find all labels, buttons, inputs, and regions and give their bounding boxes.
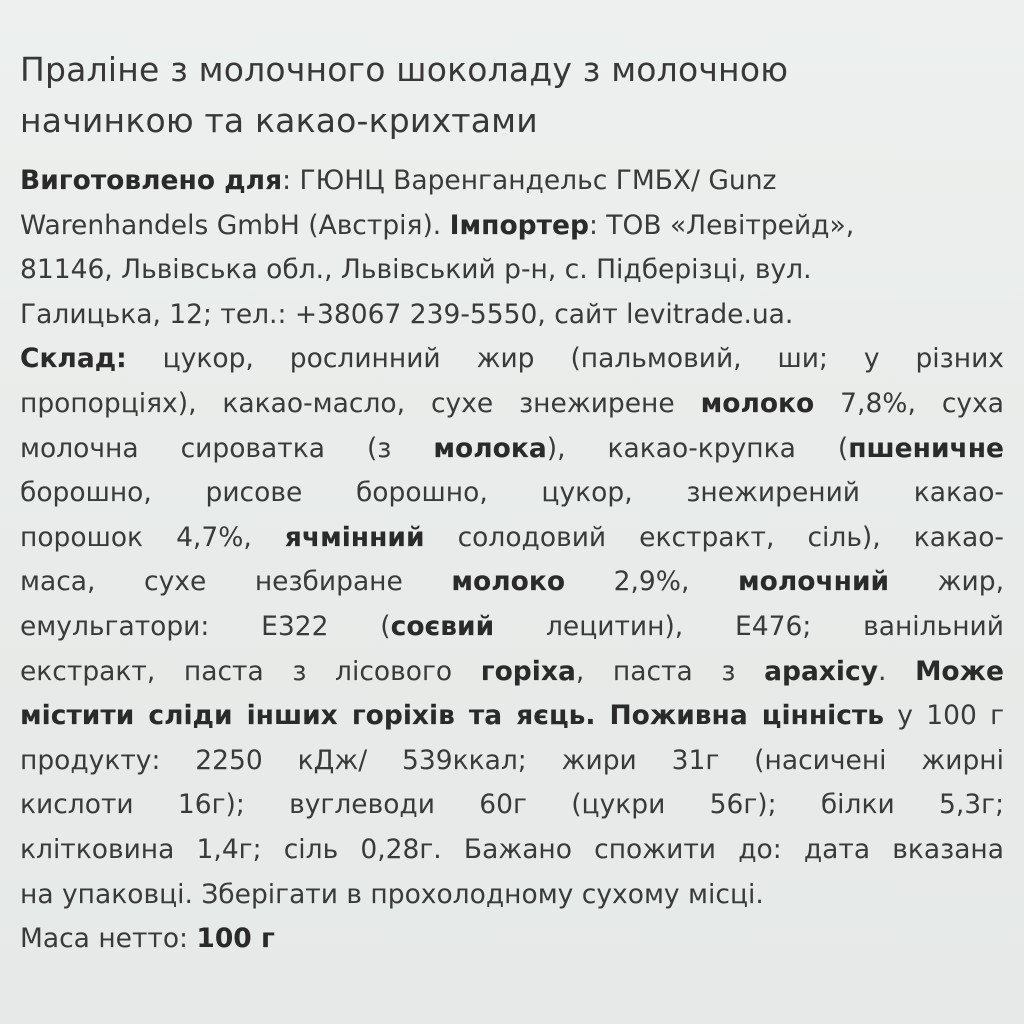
label-text-block: [20, 159, 1004, 962]
text-segment: Warenhandels GmbH (Австрія).: [20, 209, 450, 241]
text-segment: 7,8%, суха: [814, 387, 1004, 419]
text-segment: : ТОВ «Левітрейд»,: [588, 209, 855, 241]
label-text-line: [20, 873, 1004, 918]
product-title-line: начинкою та какао-крихтами: [20, 101, 538, 140]
text-segment: на упаковці. Зберігати в прохолодному сухому місці.: [20, 878, 764, 910]
label-text-line: [20, 204, 1004, 249]
label-text-line: [20, 783, 1004, 828]
label-text-line: [20, 650, 1004, 695]
label-text-line: [20, 516, 1004, 561]
text-segment: маса, сухе незбиране: [20, 566, 452, 598]
text-segment: молочна сироватка (з: [20, 432, 434, 464]
text-segment: клітковина 1,4г; сіль 0,28г. Бажано спожити до: дата вказана: [20, 833, 1004, 865]
text-segment: у 100 г: [884, 700, 1004, 732]
text-segment: кислоти 16г); вуглеводи 60г (цукри 56г); білки 5,3г;: [20, 789, 1004, 821]
product-title: [20, 44, 1010, 146]
label-text-line: [20, 605, 1004, 650]
text-segment: емульгатори: Е322 (: [20, 610, 391, 642]
text-segment: .: [878, 655, 916, 687]
bold-text-segment: молоко: [451, 566, 566, 598]
label-text-line: [20, 828, 1004, 873]
label-text-line: [20, 337, 1004, 382]
text-segment: 2,9%,: [565, 566, 738, 598]
bold-text-segment: молока: [433, 432, 547, 464]
label-text-line: [20, 739, 1004, 784]
text-segment: лецитин), Е476; ванільний: [494, 610, 1004, 642]
label-text-line: [20, 560, 1004, 605]
label-text-line: [20, 293, 1004, 338]
text-segment: борошно, рисове борошно, цукор, знежирений какао-: [20, 477, 1004, 509]
text-segment: порошок 4,7%,: [20, 521, 285, 553]
text-segment: ), какао-крупка (: [546, 432, 849, 464]
bold-text-segment: Імпортер: [449, 209, 589, 241]
label-text-line: [20, 694, 1004, 739]
text-segment: солодовий екстракт, сіль), какао-: [424, 521, 1004, 553]
text-segment: екстракт, паста з лісового: [20, 655, 481, 687]
text-segment: пропорціях), какао-масло, сухе знежирене: [20, 387, 701, 419]
label-text-line: [20, 159, 1004, 204]
bold-text-segment: ячмінний: [284, 521, 425, 553]
text-segment: Маса нетто:: [20, 923, 197, 955]
label-text-line: [20, 248, 1004, 293]
bold-text-segment: Може: [915, 655, 1004, 687]
text-segment: , паста з: [575, 655, 765, 687]
text-segment: жир,: [889, 566, 1004, 598]
label-text-line: [20, 471, 1004, 516]
bold-text-segment: містити сліди інших горіхів та яєць. Поживна цінність: [20, 700, 885, 732]
bold-text-segment: соєвий: [390, 610, 495, 642]
text-segment: 81146, Львівська обл., Львівський р-н, с. Підберізці, вул.: [20, 254, 812, 286]
text-segment: продукту: 2250 кДж/ 539ккал; жири 31г (насичені жирні: [20, 744, 1004, 776]
bold-text-segment: 100 г: [196, 923, 275, 955]
bold-text-segment: молочний: [737, 566, 890, 598]
bold-text-segment: арахісу: [764, 655, 878, 687]
text-segment: цукор, рослинний жир (пальмовий, ши; у різних: [126, 343, 1004, 375]
text-segment: Галицька, 12; тел.: +38067 239-5550, сайт levitrade.ua.: [20, 298, 794, 330]
label-text-line: [20, 917, 1004, 962]
bold-text-segment: Склад:: [20, 343, 127, 375]
bold-text-segment: горіха: [480, 655, 576, 687]
label-text-line: [20, 427, 1004, 472]
bold-text-segment: пшеничне: [848, 432, 1004, 464]
product-title-line: Праліне з молочного шоколаду з молочною: [20, 50, 789, 89]
bold-text-segment: молоко: [700, 387, 815, 419]
bold-text-segment: Виготовлено для: [20, 165, 283, 196]
text-segment: : ГЮНЦ Варенгандельс ГМБХ/ Gunz: [282, 165, 777, 196]
label-text-line: [20, 382, 1004, 427]
